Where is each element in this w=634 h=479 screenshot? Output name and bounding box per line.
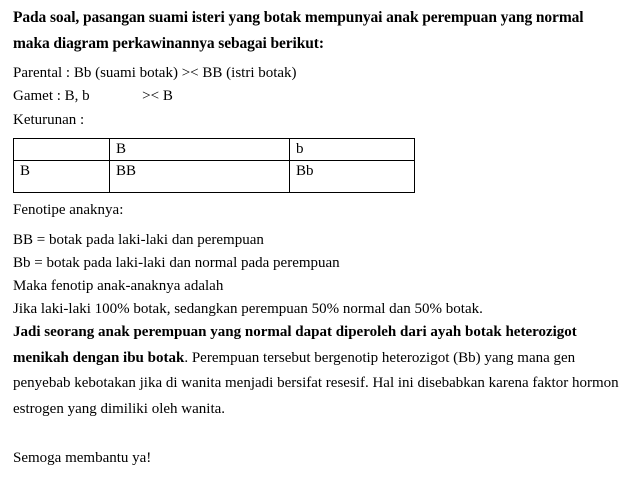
punnett-square-table bbox=[13, 138, 415, 193]
fenotipe-line-4: Jika laki-laki 100% botak, sedangkan perempuan 50% normal dan 50% botak. bbox=[13, 301, 483, 317]
table-cell-Bb: Bb bbox=[290, 161, 415, 193]
cross-diagram bbox=[13, 62, 613, 108]
table-cell-rowhead-B: B bbox=[14, 161, 110, 193]
gamet-cross-symbol: >< bbox=[142, 88, 160, 104]
parental-right: BB (istri botak) bbox=[202, 65, 297, 81]
gamet-right: B bbox=[162, 88, 173, 104]
table-cell-corner bbox=[14, 139, 110, 161]
conclusion-rest: . Perempuan tersebut bergenotip heterozigot (Bb) yang mana gen penyebab kebotakan jika di wanita menjadi bersifat resesif. Hal ini disebabkan karena faktor hormon estrogen yang dimiliki oleh wanita. bbox=[13, 349, 619, 417]
intro-heading-line-1: Pada soal, pasangan suami isteri yang botak mempunyai anak perempuan yang normal bbox=[13, 9, 584, 26]
gamet-label: Gamet : B, b bbox=[13, 88, 90, 104]
keturunan-label: Keturunan : bbox=[13, 112, 85, 128]
table-cell-header-B: B bbox=[110, 139, 290, 161]
fenotipe-line-3: Maka fenotip anak-anaknya adalah bbox=[13, 278, 224, 294]
gamet-line bbox=[13, 85, 613, 108]
table-cell-header-b: b bbox=[290, 139, 415, 161]
intro-heading bbox=[13, 5, 619, 57]
parental-label: Parental : Bb (suami botak) bbox=[13, 65, 178, 81]
table-row bbox=[14, 139, 415, 161]
fenotipe-lines bbox=[13, 229, 621, 321]
conclusion-paragraph bbox=[13, 320, 619, 422]
fenotipe-line-2: Bb = botak pada laki-laki dan normal pada perempuan bbox=[13, 255, 340, 271]
table-cell-BB: BB bbox=[110, 161, 290, 193]
closing-message: Semoga membantu ya! bbox=[13, 450, 152, 466]
conclusion-bold: Jadi seorang anak perempuan yang normal dapat diperoleh dari ayah botak heterozigot menikah dengan ibu botak bbox=[13, 324, 577, 366]
table-row bbox=[14, 161, 415, 193]
intro-heading-line-2: maka diagram perkawinannya sebagai berikut: bbox=[13, 35, 324, 52]
parental-cross-symbol: >< bbox=[181, 65, 199, 81]
parental-line bbox=[13, 62, 613, 85]
fenotipe-heading: Fenotipe anaknya: bbox=[13, 202, 124, 218]
fenotipe-line-1: BB = botak pada laki-laki dan perempuan bbox=[13, 232, 264, 248]
